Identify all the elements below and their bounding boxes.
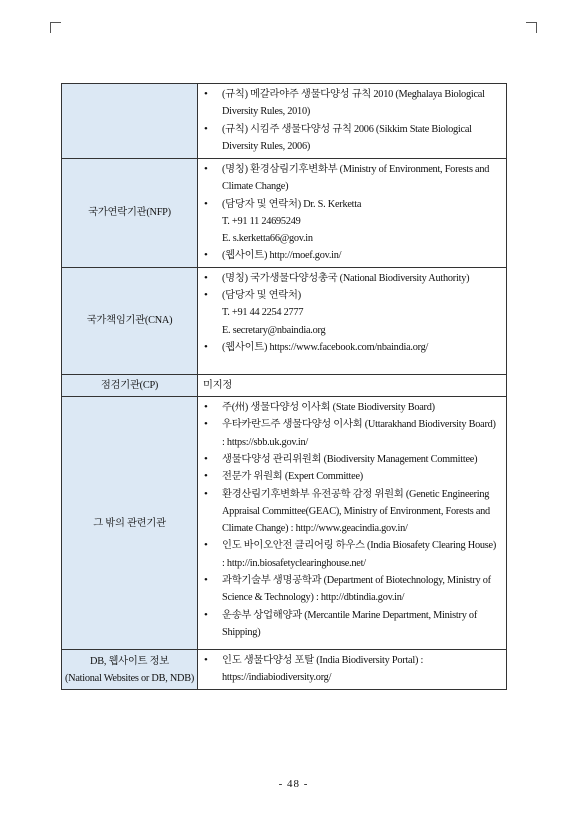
row-label-sub: (National Websites or DB, NDB) [64, 672, 195, 684]
list-item [222, 86, 500, 121]
bullet-list [200, 399, 500, 641]
row-content-cell [198, 397, 507, 650]
contact-line: T. +91 11 24695249 [222, 215, 301, 227]
list-item [222, 287, 500, 339]
crop-mark-top-left [50, 22, 61, 33]
list-item-text: 주(州) 생물다양성 이사회 (State Biodiversity Board) [222, 402, 435, 414]
list-item-text: (담당자 및 연락처) Dr. S. Kerketta [222, 198, 362, 210]
row-label-cell [62, 159, 198, 268]
list-item [222, 270, 500, 287]
contact-line: E. secretary@nbaindia.org [222, 324, 326, 336]
row-content-cell [198, 650, 507, 690]
list-item-text: 우타카란드주 생물다양성 이사회 (Uttarakhand Biodiversity Board) : https://sbb.uk.gov.in/ [222, 419, 496, 448]
row-label: 국가책임기관(CNA) [86, 315, 173, 327]
row-label: 국가연락기관(NFP) [88, 207, 171, 219]
row-label-cell [62, 267, 198, 374]
list-item-text: (명칭) 국가생물다양성총국 (National Biodiversity Authority) [222, 272, 470, 284]
row-label-cell [62, 397, 198, 650]
list-item-text: 인도 바이오안전 클리어링 하우스 (India Biosafety Clearing House) : http://in.biosafetyclearinghouse.net/ [222, 540, 497, 569]
row-label: 그 밖의 관련기관 [93, 517, 166, 529]
row-plain-text: 미지정 [203, 379, 233, 391]
list-item-text: 생물다양성 관리위원회 (Biodiversity Management Committee) [222, 453, 478, 465]
row-content-cell [198, 159, 507, 268]
list-item-text: (규칙) 시킴주 생물다양성 규칙 2006 (Sikkim State Biological Diversity Rules, 2006) [222, 123, 472, 152]
list-item [222, 416, 500, 451]
row-label-cell [62, 84, 198, 159]
list-item [222, 451, 500, 468]
table-row [62, 650, 507, 690]
list-item [222, 537, 500, 572]
list-item [222, 607, 500, 642]
country-info-table [61, 83, 507, 690]
list-item [222, 468, 500, 485]
table-row [62, 397, 507, 650]
row-label: DB, 웹사이트 정보 [90, 655, 169, 667]
list-item-text: (담당자 및 연락처) [222, 290, 301, 302]
list-item [222, 486, 500, 538]
table-row [62, 267, 507, 374]
page-number: - 48 - [278, 778, 309, 790]
row-label-cell [62, 650, 198, 690]
list-item [222, 247, 500, 264]
list-item [222, 572, 500, 607]
list-item [222, 121, 500, 156]
list-item-text: 운송부 상업해양과 (Mercantile Marine Department, Ministry of Shipping) [222, 609, 478, 638]
list-item-text: 과학기술부 생명공학과 (Department of Biotechnology, Ministry of Science & Technology) : http://dbtindia.gov.in/ [222, 575, 491, 604]
row-label: 점검기관(CP) [100, 379, 159, 391]
list-item [222, 399, 500, 416]
table-row [62, 159, 507, 268]
list-item-text: (웹사이트) http://moef.gov.in/ [222, 250, 342, 262]
table-row [62, 84, 507, 159]
contact-line: E. s.kerketta66@gov.in [222, 233, 313, 245]
row-label-cell [62, 374, 198, 396]
list-item-text: 인도 생물다양성 포탈 (India Biodiversity Portal) : https://indiabiodiversity.org/ [222, 655, 424, 684]
bullet-list [200, 161, 500, 265]
table-row [62, 374, 507, 396]
list-item-text: 환경산림기후변화부 유전공학 감정 위원회 (Genetic Engineering Appraisal Committee(GEAC), Ministry of Environment, Forests and Climate Change) : http://www.geacindia.gov.in/ [222, 488, 490, 535]
list-item-text: (명칭) 환경삼림기후변화부 (Ministry of Environment, Forests and Climate Change) [222, 164, 490, 193]
contact-line: T. +91 44 2254 2777 [222, 307, 304, 319]
row-content-cell [198, 84, 507, 159]
bullet-list [200, 86, 500, 155]
list-item-text: (웹사이트) https://www.facebook.com/nbaindia.org/ [222, 341, 429, 353]
list-item [222, 196, 500, 248]
crop-mark-top-right [526, 22, 537, 33]
row-content-cell [198, 267, 507, 374]
bullet-list [200, 652, 500, 687]
list-item-text: 전문가 위원회 (Expert Committee) [222, 471, 363, 483]
bullet-list [200, 270, 500, 356]
list-item [222, 339, 500, 356]
list-item [222, 652, 500, 687]
list-item [222, 161, 500, 196]
list-item-text: (규칙) 메갈라야주 생물다양성 규칙 2010 (Meghalaya Biological Diversity Rules, 2010) [222, 89, 485, 118]
row-content-cell [198, 374, 507, 396]
